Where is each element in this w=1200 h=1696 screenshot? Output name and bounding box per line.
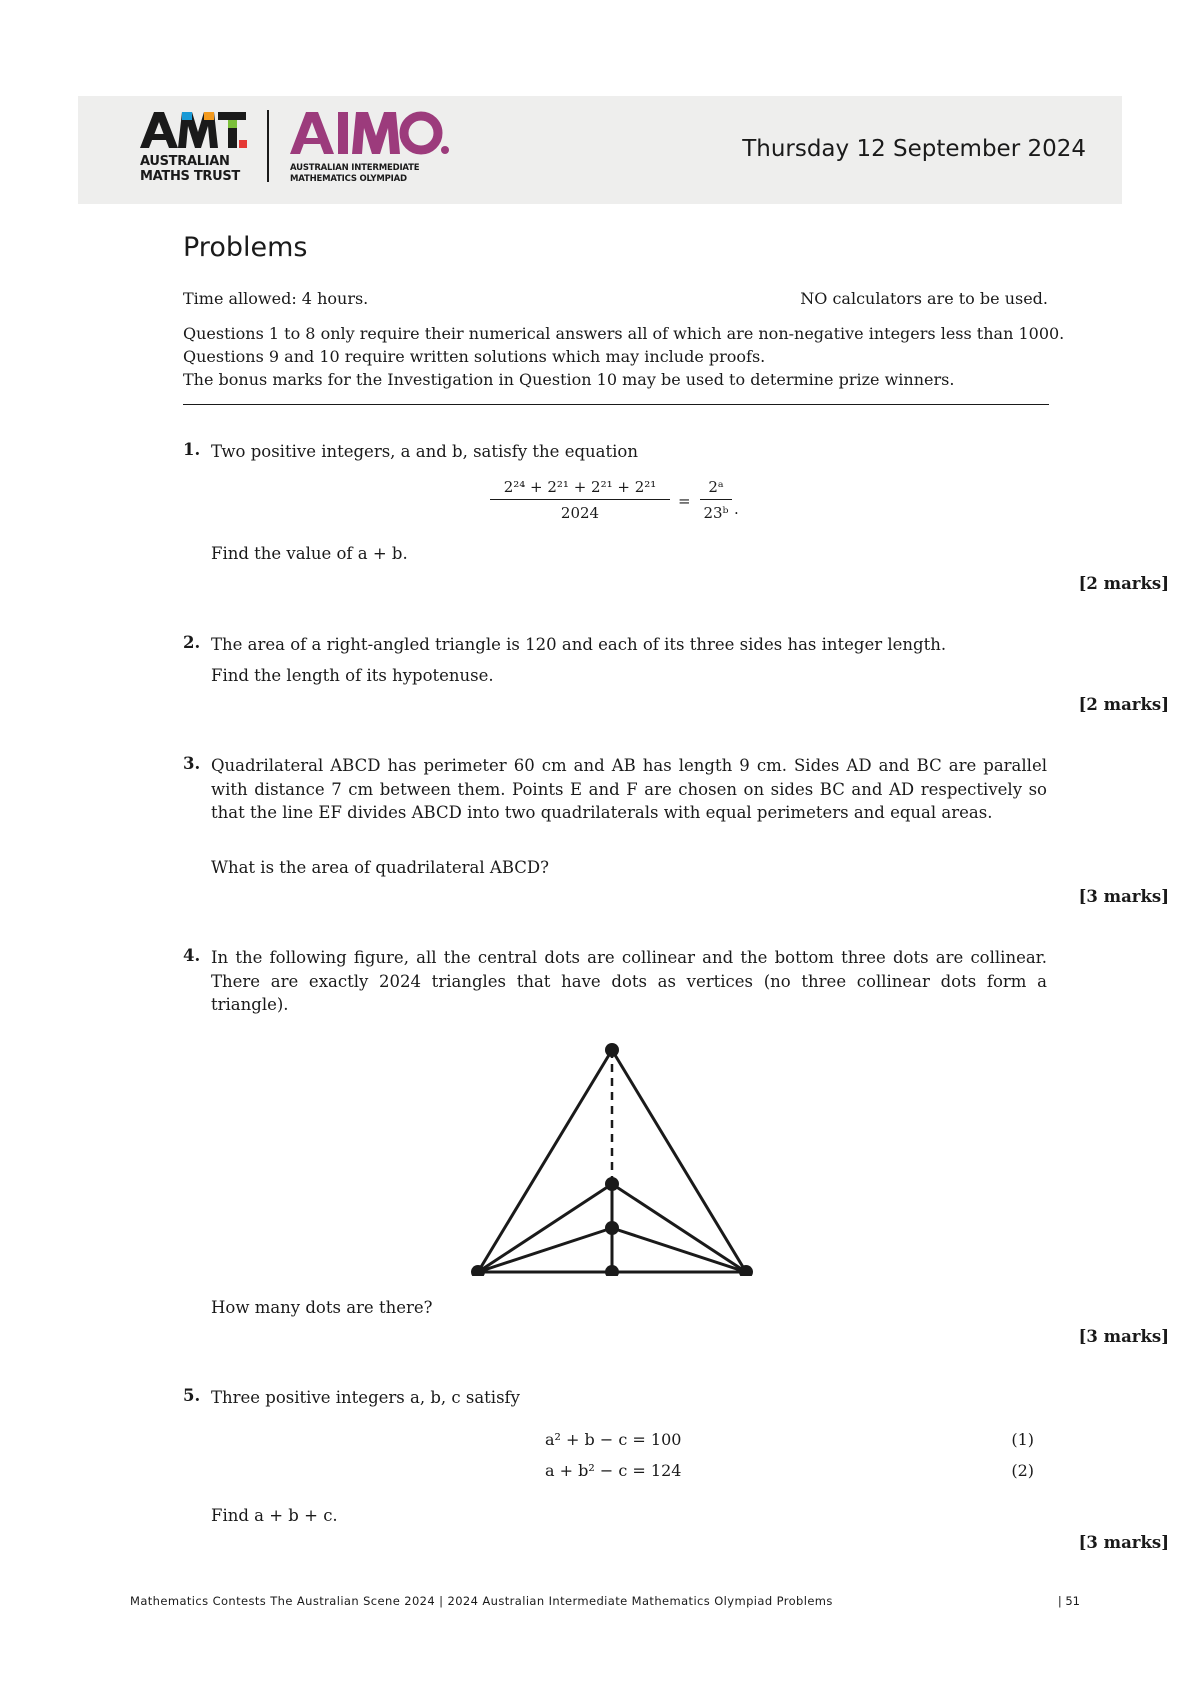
problem-number: 5. [183, 1386, 201, 1405]
equation-1: a² + b − c = 100 [545, 1430, 682, 1449]
problem-1-equation [490, 478, 770, 538]
problem-text: Quadrilateral ABCD has perimeter 60 cm and AB has length 9 cm. Sides AD and BC are parallel with distance 7 cm between them. Points E and F are chosen on sides BC and AD respectively so that the line EF divides ABCD into two quadrilaterals with equal perimeters and equal areas. [211, 756, 1047, 822]
aimo-caption [290, 163, 450, 185]
problem-text: Three positive integers a, b, c satisfy [211, 1388, 520, 1407]
aimo-logo [290, 108, 450, 188]
figure-dot [605, 1177, 619, 1191]
page-title: Problems [183, 232, 308, 263]
header-date: Thursday 12 September 2024 [742, 136, 1086, 162]
problem-number: 4. [183, 946, 201, 965]
rhs-fraction [700, 478, 732, 522]
problem-number: 3. [183, 754, 201, 773]
problem-2-marks: [2 marks] [1078, 695, 1169, 714]
figure-edge [478, 1050, 612, 1272]
problem-question: How many dots are there? [211, 1298, 433, 1317]
aimo-logo-mark [290, 108, 450, 158]
figure-dot [605, 1043, 619, 1057]
problem-1-marks: [2 marks] [1078, 574, 1169, 593]
problem-question: What is the area of quadrilateral ABCD? [211, 858, 549, 877]
equation-2: a + b² − c = 124 [545, 1461, 682, 1480]
page-number: | 51 [1057, 1594, 1080, 1608]
figure-edge [612, 1228, 746, 1272]
lhs-denominator: 2024 [560, 504, 600, 522]
problem-question: Find a + b + c. [211, 1506, 338, 1525]
time-allowed: Time allowed: 4 hours. [183, 289, 369, 308]
lhs-fraction [490, 478, 670, 522]
problem-text: In the following figure, all the central dots are collinear and the bottom three dots are collinear. There are exactly 2024 triangles that have dots as vertices (no three collinear dots form a triangle). [211, 948, 1047, 1014]
equals-sign: = [678, 492, 691, 510]
section-divider [183, 404, 1049, 405]
problem-question: Find the value of a + b. [211, 544, 408, 563]
problem-question: Find the length of its hypotenuse. [211, 666, 494, 685]
amt-caption [140, 154, 260, 184]
instructions [183, 322, 1065, 391]
problem-number: 2. [183, 633, 201, 652]
figure-edge [478, 1184, 612, 1272]
instruction-line: Questions 9 and 10 require written solutions which may include proofs. [183, 347, 766, 366]
aimo-caption-line-2: MATHEMATICS OLYMPIAD [290, 174, 407, 184]
figure-dot [605, 1265, 619, 1276]
problem-text: The area of a right-angled triangle is 120 and each of its three sides has integer length. [211, 635, 947, 654]
amt-caption-line-2: MATHS TRUST [140, 169, 240, 184]
problem-text: Two positive integers, a and b, satisfy the equation [211, 442, 638, 461]
amt-caption-line-1: AUSTRALIAN [140, 154, 230, 169]
equation-period: . [734, 500, 739, 518]
dots-figure [466, 1036, 766, 1276]
figure-edge [612, 1050, 746, 1272]
figure-edge [612, 1184, 746, 1272]
figure-edge [478, 1228, 612, 1272]
logo-divider [267, 110, 269, 182]
amt-logo-mark [140, 110, 248, 150]
problem-3-marks: [3 marks] [1078, 887, 1169, 906]
aimo-caption-line-1: AUSTRALIAN INTERMEDIATE [290, 163, 420, 173]
rhs-denominator: 23ᵇ [703, 504, 729, 522]
problem-5-marks: [3 marks] [1078, 1533, 1169, 1552]
equation-2-tag: (2) [1011, 1461, 1034, 1480]
problem-number: 1. [183, 440, 201, 459]
page-footer: Mathematics Contests The Australian Scene 2024 | 2024 Australian Intermediate Mathematics Olympiad Problems [130, 1594, 833, 1608]
problem-4-marks: [3 marks] [1078, 1327, 1169, 1346]
instruction-line: The bonus marks for the Investigation in Question 10 may be used to determine prize winners. [183, 370, 955, 389]
header-band [78, 96, 1122, 204]
equation-1-tag: (1) [1011, 1430, 1034, 1449]
no-calculators-notice: NO calculators are to be used. [800, 289, 1048, 308]
instruction-line: Questions 1 to 8 only require their numerical answers all of which are non-negative integers less than 1000. [183, 324, 1065, 343]
figure-dot [605, 1221, 619, 1235]
rhs-numerator: 2ᵃ [708, 478, 724, 496]
amt-logo [140, 110, 250, 190]
lhs-numerator: 2²⁴ + 2²¹ + 2²¹ + 2²¹ [503, 478, 657, 496]
